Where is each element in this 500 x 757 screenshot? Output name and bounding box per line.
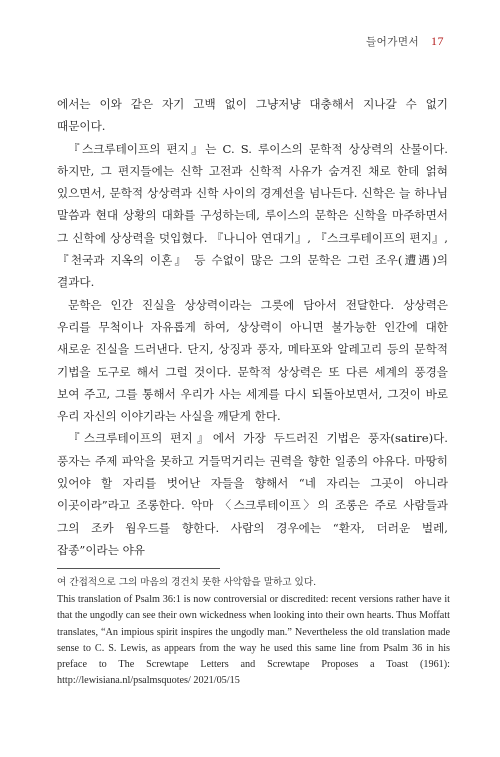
paragraph-2: 『스크루테이프의 편지』는 C. S. 루이스의 문학적 상상력의 산물이다. 하지만, 그 편지들에는 신학 고전과 신학적 사유가 숨겨진 채로 한데 얽혀 있으면서, 문학적 상상력과 신학 사이의 경계선을 넘나든다. 신학은 늘 하나님 말씀과 현대 상황의 대화를 구성하는데, 루이스의 문학은 신학을 마주하면서 그 신학에 상상력을 덧입혔다. 『나니아 연대기』, 『스크루테이프의 편지』, 『천국과 지옥의 이혼』 등 수없이 많은 그의 문학은 그런 조우(遭遇)의 결과다. [57, 141, 448, 290]
footnote-korean-line: 여 간접적으로 그의 마음의 경건치 못한 사악함을 말하고 있다. [57, 577, 317, 588]
paragraph-3: 문학은 인간 진실을 상상력이라는 그릇에 담아서 전달한다. 상상력은 우리를 무척이나 자유롭게 하여, 상상력이 아니면 불가능한 인간에 대한 새로운 진실을 드러낸다. 단지, 상징과 풍자, 메타포와 알레고리 등의 문학적 기법을 도구로 해서 그럴 것이다. 문학적 상상력은 또 다른 세계의 풍경을 보여 주고, 그를 통해서 우리가 사는 세계를 다시 되돌아보면서, 그것이 바로 우리 자신의 이야기라는 사실을 깨닫게 한다. [57, 297, 448, 424]
chapter-title: 들어가면서 [365, 36, 420, 48]
footnote-divider [57, 568, 220, 569]
body-text [57, 93, 448, 561]
footnote-english-text: This translation of Psalm 36:1 is now controversial or discredited: recent versions rather have it that the ungodly can see their own wickedness when looking into their own hearts. Thus Moffatt translates, “An impious spirit inspires the ungodly man.” Nevertheless the old translation made sense to C. S. Lewis, as appears from the way he used this same line from Psalm 36 in his preface to The Screwtape Letters and Screwtape Proposes a Toast (1961): http://lewisiana.nl/psalmsquotes/ 2021/05/15 [57, 594, 450, 687]
paragraph-1: 에서는 이와 같은 자기 고백 없이 그냥저냥 대충해서 지나갈 수 없기 때문이다. [57, 97, 448, 134]
page-number: 17 [431, 34, 444, 48]
footnotes [57, 575, 450, 689]
running-header [366, 34, 444, 49]
paragraph-4: 『스크루테이프의 편지』에서 가장 두드러진 기법은 풍자(satire)다. 풍자는 주제 파악을 못하고 거들먹거리는 권력을 향한 일종의 야유다. 마땅히 있어야 할 자리를 벗어난 자들을 향해서 “네 자리는 그곳이 아니라 이곳이라”라고 조롱한다. 악마 〈스크루테이프〉의 조롱은 주로 사람들과 그의 조카 웜우드를 향한다. 사람의 경우에는 “환자, 더러운 벌레, 잡종”이라는 야유 [57, 431, 448, 557]
